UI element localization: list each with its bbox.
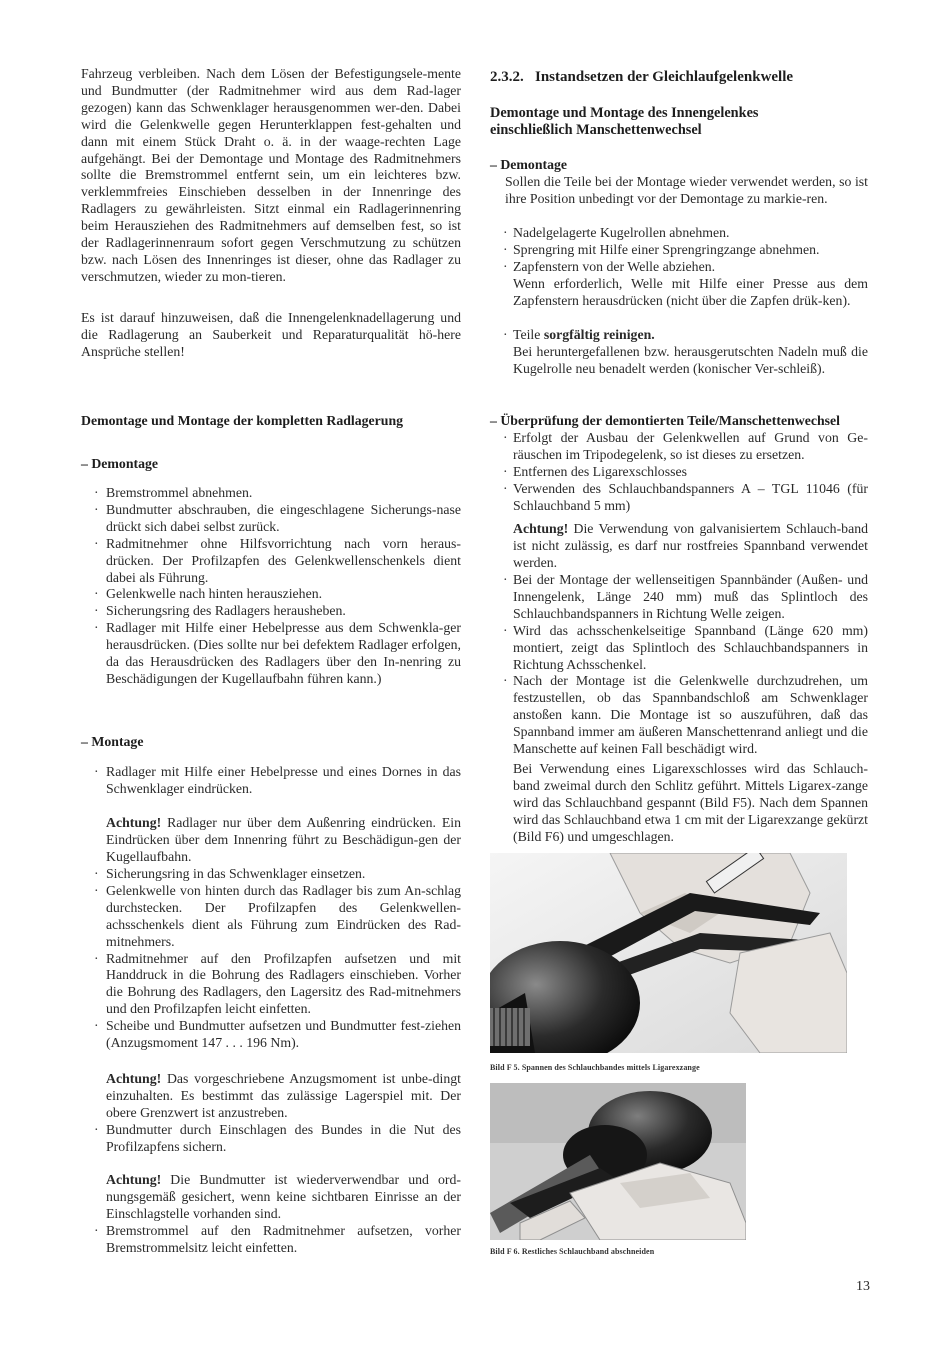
intro-paragraph-2: Es ist darauf hinzuweisen, daß die Innengelenknadellagerung und die Radlagerung an Sauberkeit und Reparaturqualität hö-here Ansprüche stellen! <box>81 310 461 359</box>
achtung-note-3 <box>81 1172 461 1223</box>
check-heading: – Überprüfung der demontierten Teile/Manschettenwechsel <box>490 413 841 428</box>
teile-prefix: Teile <box>513 327 544 342</box>
page-number: 13 <box>856 1279 870 1294</box>
caption-bild-f5: Bild F 5. Spannen des Schlauchbandes mittels Ligarexzange <box>490 1063 700 1072</box>
note-text: Radlager nur über dem Außenring eindrücken. Ein Eindrücken über dem Innenring führt zu Beschädigun-gen der Kugellaufbahn. <box>106 815 461 864</box>
achtung-label: Achtung! <box>106 1172 162 1187</box>
montage-list-2 <box>81 866 461 1052</box>
list-item: · Radmitnehmer auf den Profilzapfen aufsetzen und mit Handdruck in die Bohrung des Radlagers einschieben. Vorher die Bohrung des Radlagers, den Lagersitz des Rad-mitnehmers und den Profilzapfen leicht einfetten. <box>81 951 461 1019</box>
photo-f6-illustration <box>490 1083 746 1240</box>
montage-list-1 <box>81 764 461 798</box>
demontage-list-right <box>490 225 868 276</box>
photo-bild-f5 <box>490 853 847 1053</box>
list-item: · Nadelgelagerte Kugelrollen abnehmen. <box>490 225 868 242</box>
intro-paragraph-1: Fahrzeug verbleiben. Nach dem Lösen der Befestigungsele-mente und Bundmutter (der Radmitnehmer wird aus dem Rad-lager gezogen) kann das Schwenklager herausgenommen wer-den. Dabei wird die Gelenkwelle gegen Herunterklappen fest-gehalten und dann mit einem Stück Draht o. ä. in der waage-rechten Lage aufgehängt. Bei der Demontage und Montage des Radmitnehmers sollte die Bremstrommel entfernt sein, um ein leichteres bzw. verklemmfreies Einschieben desselben in der Innenringe des Radlagers zu gewährleisten. Sitzt einmal ein Radlagerinnenring beim Herausziehen des Radmitnehmers auf demselben fest, so ist der Radlagerinnenraum sofort gegen Verschmutzung zu schützen bzw. nach Lösen des Innenringes ist dieser, ohne das Radlager zu verschmutzen, wieder zu mon-tieren. <box>81 66 461 284</box>
caption-bild-f6: Bild F 6. Restliches Schlauchband abschneiden <box>490 1247 655 1256</box>
list-item: · Wird das achsschenkelseitige Spannband (Länge 620 mm) montiert, zeigt das Splintloch des Schlauchbandspanners in Richtung Achsschenkel. <box>490 623 868 674</box>
demontage-list-left <box>81 485 461 688</box>
achtung-note-2 <box>81 1071 461 1122</box>
note-text: Die Bundmutter ist wiederverwendbar und ord-nungsgemäß gesichert, wenn keine sichtbaren Einrisse an der Einschlagstelle vorhanden sind. <box>106 1172 461 1221</box>
list-item: · Sicherungsring in das Schwenklager einsetzen. <box>81 866 461 883</box>
teile-bold: sorgfältig reinigen. <box>543 327 655 342</box>
list-item: · Radlager mit Hilfe einer Hebelpresse aus dem Schwenkla-ger herausdrücken. (Dies sollte nur bei defektem Radlager erfolgen, da das Herausdrücken des Radlagers über den In-nenring zu Beschädigungen der Kugellaufbahn führen kann.) <box>81 620 461 688</box>
montage-heading-left: – Montage <box>81 734 144 749</box>
list-item: · Gelenkwelle nach hinten herausziehen. <box>81 586 461 603</box>
list-item: · Radmitnehmer ohne Hilfsvorrichtung nach vorn heraus-drücken. Der Profilzapfen des Gelenkwellenschenkels dient dabei als Führung. <box>81 536 461 587</box>
list-item: · Scheibe und Bundmutter aufsetzen und Bundmutter fest-ziehen (Anzugsmoment 147 . . . 196 Nm). <box>81 1018 461 1052</box>
achtung-label: Achtung! <box>106 815 162 830</box>
demontage-intro: Sollen die Teile bei der Montage wieder verwendet werden, so ist ihre Position unbedingt vor der Demontage zu markie-ren. <box>505 174 868 206</box>
list-item: · Bei der Montage der wellenseitigen Spannbänder (Außen- und Innengelenk, Länge 240 mm) muß das Splintloch des Schlauchbandspanners in Richtung Welle zeigen. <box>490 572 868 623</box>
teile-note: Bei heruntergefallenen bzw. herausgerutschten Nadeln muß die Kugelrolle neu benadelt werden (konischer Ver-schleiß). <box>513 344 868 376</box>
check-list-2 <box>490 572 868 758</box>
note-text: Das vorgeschriebene Anzugsmoment ist unbe-dingt einzuhalten. Es bestimmt das zulässige Lagerspiel mit. Der obere Grenzwert ist anzustreben. <box>106 1071 461 1120</box>
section-heading-radlagerung: Demontage und Montage der kompletten Radlagerung <box>81 413 404 428</box>
list-item: · Erfolgt der Ausbau der Gelenkwellen auf Grund von Ge-räuschen im Tripodegelenk, so ist dieses zu ersetzen. <box>490 430 868 464</box>
list-item: · Bremstrommel auf den Radmitnehmer aufsetzen, vorher Bremstrommelsitz leicht einfetten. <box>81 1223 461 1257</box>
achtung-note-1 <box>81 815 461 866</box>
achtung-label: Achtung! <box>106 1071 162 1086</box>
list-item: · Sicherungsring des Radlagers herausheben. <box>81 603 461 620</box>
list-item: · Entfernen des Ligarexschlosses <box>490 464 868 481</box>
subheading-innengelenk: Demontage und Montage des Innengelenkes einschließlich Manschettenwechsel <box>490 105 759 138</box>
list-item: · Bundmutter durch Einschlagen des Bundes in die Nut des Profilzapfens sichern. <box>81 1122 461 1156</box>
note-text: Die Verwendung von galvanisiertem Schlauch-band ist nicht zulässig, es darf nur rostfreies Spannband verwendet werden. <box>513 521 868 570</box>
list-item: · Bremstrommel abnehmen. <box>81 485 461 502</box>
teile-list <box>490 327 868 344</box>
achtung-label: Achtung! <box>513 521 569 536</box>
montage-list-4 <box>81 1223 461 1257</box>
list-item: · Gelenkwelle von hinten durch das Radlager bis zum An-schlag durchstecken. Der Profilzapfen des Gelenkwellen-achsschenkels dient als Führung zum Eindrücken des Rad-mitnehmers. <box>81 883 461 951</box>
list-item: · Nach der Montage ist die Gelenkwelle durchzudrehen, um festzustellen, ob das Spannbandschloß am Schwenklager anstoßen kann. Die Montage ist so auszuführen, daß das Spannband immer am äußeren Manschettenrand anliegt und die Manschette auf keinen Fall beschädigt wird. <box>490 673 868 758</box>
zapfen-note: Wenn erforderlich, Welle mit Hilfe einer Presse aus dem Zapfenstern herausdrücken (nicht über die Zapfen drük-ken). <box>513 276 868 308</box>
ligarex-paragraph: Bei Verwendung eines Ligarexschlosses wird das Schlauch-band zweimal durch den Schlitz geführt. Mittels Ligarex-zange wird das Schlauchband gespannt (Bild F5). Nach dem Spannen wird das Schlauchband etwa 1 cm mit der Ligarexzange gekürzt (Bild F6) und umgeschlagen. <box>513 761 868 844</box>
demontage-heading-right: – Demontage <box>490 157 568 172</box>
list-item: · Verwenden des Schlauchbandspanners A – TGL 11046 (für Schlauchband 5 mm) <box>490 481 868 515</box>
demontage-heading-left: – Demontage <box>81 456 159 471</box>
section-title-232: 2.3.2. Instandsetzen der Gleichlaufgelenkwelle <box>490 69 794 85</box>
achtung-note-right <box>490 521 868 572</box>
montage-list-3 <box>81 1122 461 1156</box>
photo-bild-f6 <box>490 1083 746 1240</box>
list-item <box>490 327 868 344</box>
list-item: · Radlager mit Hilfe einer Hebelpresse und eines Dornes in das Schwenklager eindrücken. <box>81 764 461 798</box>
list-item: · Zapfenstern von der Welle abziehen. <box>490 259 868 276</box>
list-item: · Sprengring mit Hilfe einer Sprengringzange abnehmen. <box>490 242 868 259</box>
list-item: · Bundmutter abschrauben, die eingeschlagene Sicherungs-nase drückt sich dabei selbst zurück. <box>81 502 461 536</box>
check-list-1 <box>490 430 868 515</box>
photo-f5-illustration <box>490 853 847 1053</box>
